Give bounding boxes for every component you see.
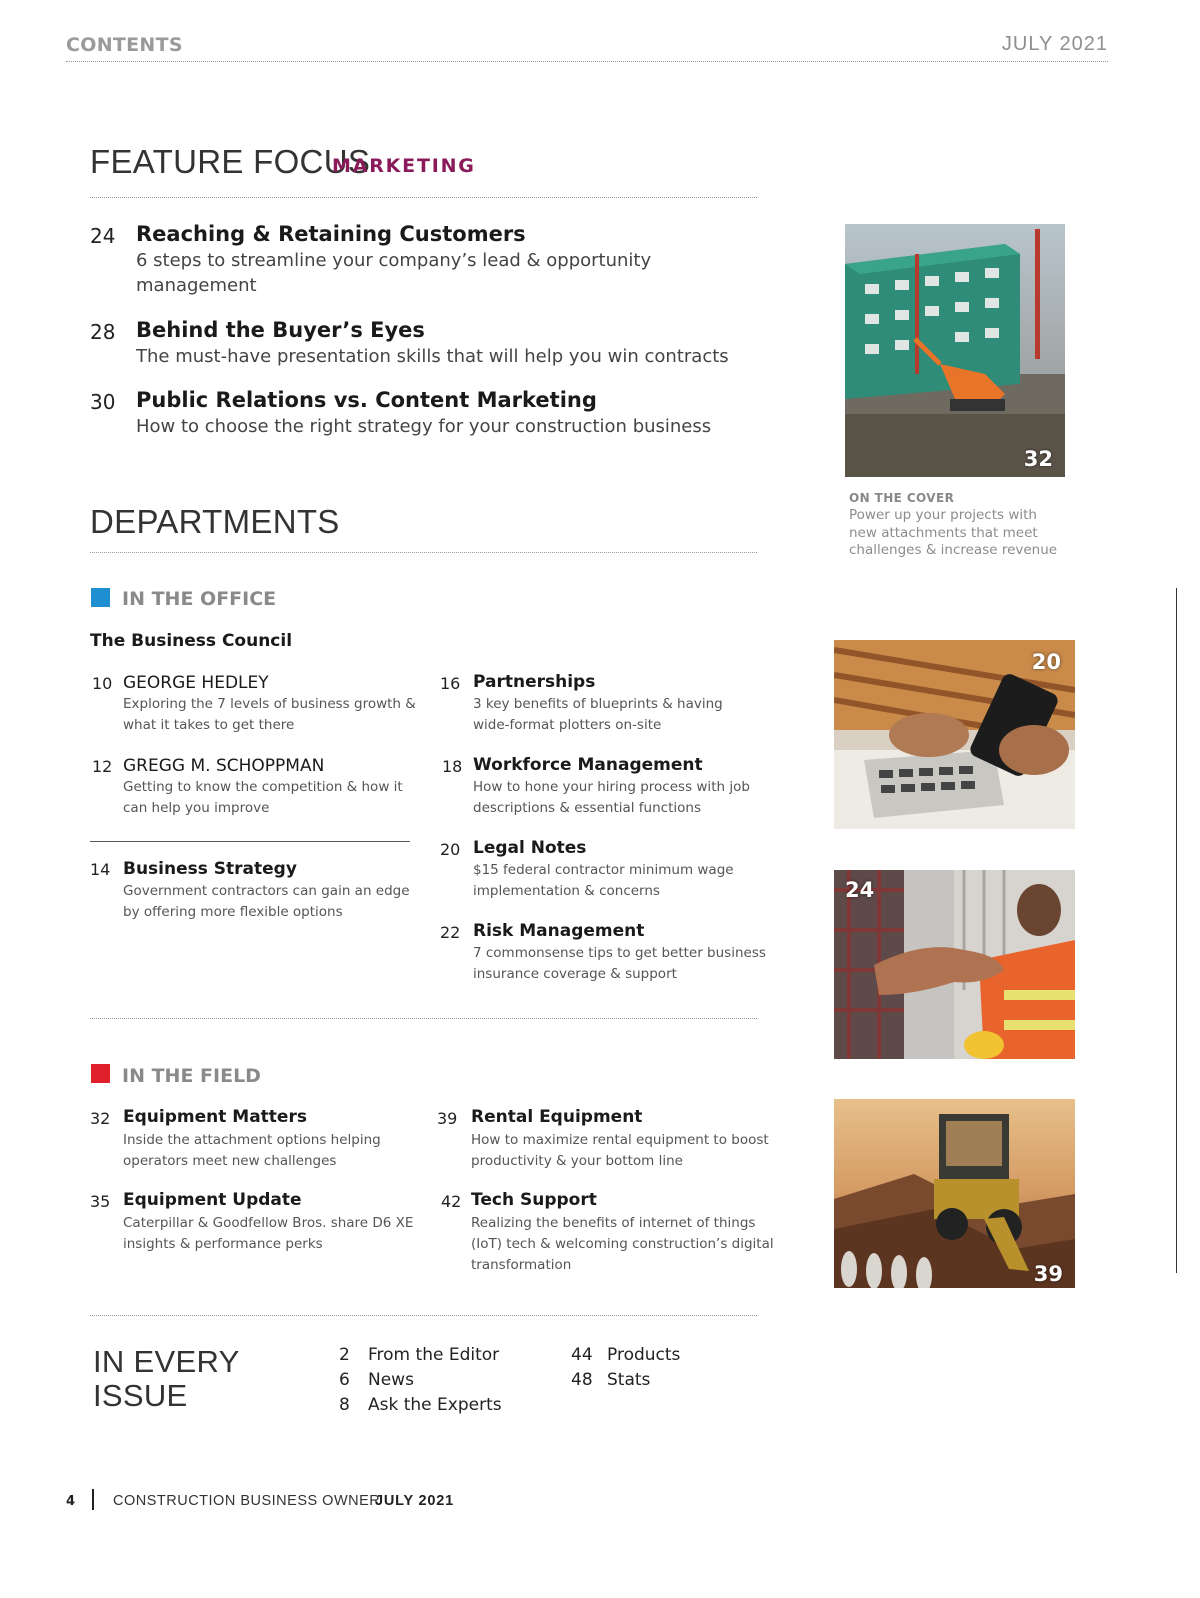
issue-title: Products [607, 1345, 681, 1365]
department-desc-line: what it takes to get there [123, 717, 295, 733]
page-number: 42 [441, 1192, 462, 1211]
department-desc-line: How to maximize rental equipment to boost [471, 1132, 769, 1148]
page-number: 32 [90, 1109, 111, 1128]
page-number: 48 [571, 1370, 593, 1390]
header-divider [66, 61, 1108, 62]
field-issue-divider [90, 1315, 757, 1316]
photo-page-number: 20 [1031, 650, 1061, 674]
department-desc-line: insights & performance perks [123, 1236, 323, 1252]
page-number: 20 [440, 840, 461, 859]
department-desc-line: (IoT) tech & welcoming construction’s digital [471, 1236, 774, 1252]
department-title: Equipment Matters [123, 1107, 307, 1127]
office-field-divider [90, 1018, 757, 1019]
page-number: 22 [440, 923, 461, 942]
feature-desc-line: 6 steps to streamline your company’s lead & opportunity [136, 250, 652, 271]
in-the-office-marker [91, 588, 110, 607]
heading-line: IN EVERY [93, 1344, 240, 1379]
issue-title: Ask the Experts [368, 1395, 502, 1415]
issue-date: JULY 2021 [1001, 33, 1108, 55]
business-council-title: The Business Council [90, 631, 293, 651]
page-number: 2 [339, 1345, 350, 1365]
department-desc-line: transformation [471, 1257, 572, 1273]
feature-title: Public Relations vs. Content Marketing [136, 388, 597, 412]
heading-line: ISSUE [93, 1378, 188, 1413]
issue-title: Stats [607, 1370, 651, 1390]
feature-divider [90, 197, 757, 198]
feature-desc-line: management [136, 275, 257, 296]
page-number: 16 [440, 674, 461, 693]
page-edge-rule [1176, 588, 1177, 1273]
photo-calculator[interactable] [834, 640, 1075, 829]
cover-caption-line: challenges & increase revenue [849, 542, 1058, 558]
in-the-field-marker [91, 1064, 110, 1083]
department-desc-line: productivity & your bottom line [471, 1153, 683, 1169]
department-title: Legal Notes [473, 838, 587, 858]
construction-site-photo-icon [845, 224, 1065, 477]
department-desc-line: $15 federal contractor minimum wage [473, 862, 734, 878]
photo-backhoe[interactable] [834, 1099, 1075, 1288]
cover-photo[interactable] [845, 224, 1065, 477]
cover-label: ON THE COVER [849, 491, 955, 505]
cover-caption-line: new attachments that meet [849, 524, 1038, 541]
feature-title: Behind the Buyer’s Eyes [136, 318, 425, 342]
page-number: 24 [90, 224, 116, 248]
department-desc-line: Government contractors can gain an edge [123, 883, 410, 899]
department-desc-line: Realizing the benefits of internet of things [471, 1215, 756, 1231]
department-desc-line: Inside the attachment options helping [123, 1132, 381, 1148]
footer-publication: CONSTRUCTION BUSINESS OWNER [113, 1493, 381, 1509]
council-divider [90, 841, 410, 842]
department-desc-line: Getting to know the competition & how it [123, 779, 403, 795]
page-number: 30 [90, 390, 116, 414]
issue-title: From the Editor [368, 1345, 500, 1365]
departments-divider [90, 552, 757, 553]
section-header: CONTENTS [66, 34, 183, 56]
feature-focus-topic: MARKETING [332, 155, 476, 177]
department-desc-line: insurance coverage & support [473, 966, 677, 982]
page-number: 28 [90, 320, 116, 344]
in-the-field-label: IN THE FIELD [122, 1065, 261, 1087]
department-desc-line: Caterpillar & Goodfellow Bros. share D6 XE [123, 1215, 414, 1231]
page-number: 39 [437, 1109, 458, 1128]
department-title: Partnerships [473, 672, 596, 692]
department-desc-line: implementation & concerns [473, 883, 660, 899]
feature-desc-line: How to choose the right strategy for your construction business [136, 416, 712, 437]
department-title: Rental Equipment [471, 1107, 643, 1127]
department-title: GREGG M. SCHOPPMAN [123, 756, 325, 776]
page-number: 44 [571, 1345, 593, 1365]
page-number: 12 [92, 757, 113, 776]
photo-page-number: 24 [845, 878, 875, 902]
department-title: Business Strategy [123, 859, 297, 879]
page-number: 6 [339, 1370, 350, 1390]
page-number: 14 [90, 860, 111, 879]
in-every-issue-heading [93, 1345, 240, 1413]
department-title: Tech Support [471, 1190, 597, 1210]
department-desc-line: can help you improve [123, 800, 270, 816]
page-number: 18 [442, 757, 463, 776]
department-desc-line: descriptions & essential functions [473, 800, 701, 816]
department-title: Equipment Update [123, 1190, 302, 1210]
footer-separator [92, 1489, 94, 1510]
feature-title: Reaching & Retaining Customers [136, 222, 526, 246]
photo-page-number: 32 [1023, 447, 1053, 471]
department-desc-line: How to hone your hiring process with job [473, 779, 750, 795]
department-desc-line: by offering more flexible options [123, 904, 343, 920]
departments-heading: DEPARTMENTS [90, 503, 340, 540]
department-desc-line: operators meet new challenges [123, 1153, 337, 1169]
footer-date: JULY 2021 [375, 1493, 454, 1509]
department-title: Workforce Management [473, 755, 703, 775]
photo-handshake[interactable] [834, 870, 1075, 1059]
page-number: 8 [339, 1395, 350, 1415]
cover-caption [849, 507, 1057, 560]
footer-page-number: 4 [66, 1494, 76, 1509]
backhoe-sunset-photo-icon [834, 1099, 1075, 1288]
feature-focus-heading: FEATURE FOCUS [90, 143, 371, 180]
cover-caption-line: Power up your projects with [849, 507, 1037, 523]
issue-title: News [368, 1370, 414, 1390]
in-the-office-label: IN THE OFFICE [122, 588, 277, 610]
photo-page-number: 39 [1033, 1262, 1063, 1286]
feature-desc-line: The must-have presentation skills that will help you win contracts [136, 346, 729, 367]
page-number: 35 [90, 1192, 111, 1211]
department-title: Risk Management [473, 921, 645, 941]
department-desc-line: 3 key benefits of blueprints & having [473, 696, 723, 712]
department-desc-line: 7 commonsense tips to get better business [473, 945, 766, 961]
department-title: GEORGE HEDLEY [123, 673, 269, 693]
department-desc-line: wide-format plotters on-site [473, 717, 662, 733]
page-number: 10 [92, 674, 113, 693]
department-desc-line: Exploring the 7 levels of business growth & [123, 696, 416, 712]
